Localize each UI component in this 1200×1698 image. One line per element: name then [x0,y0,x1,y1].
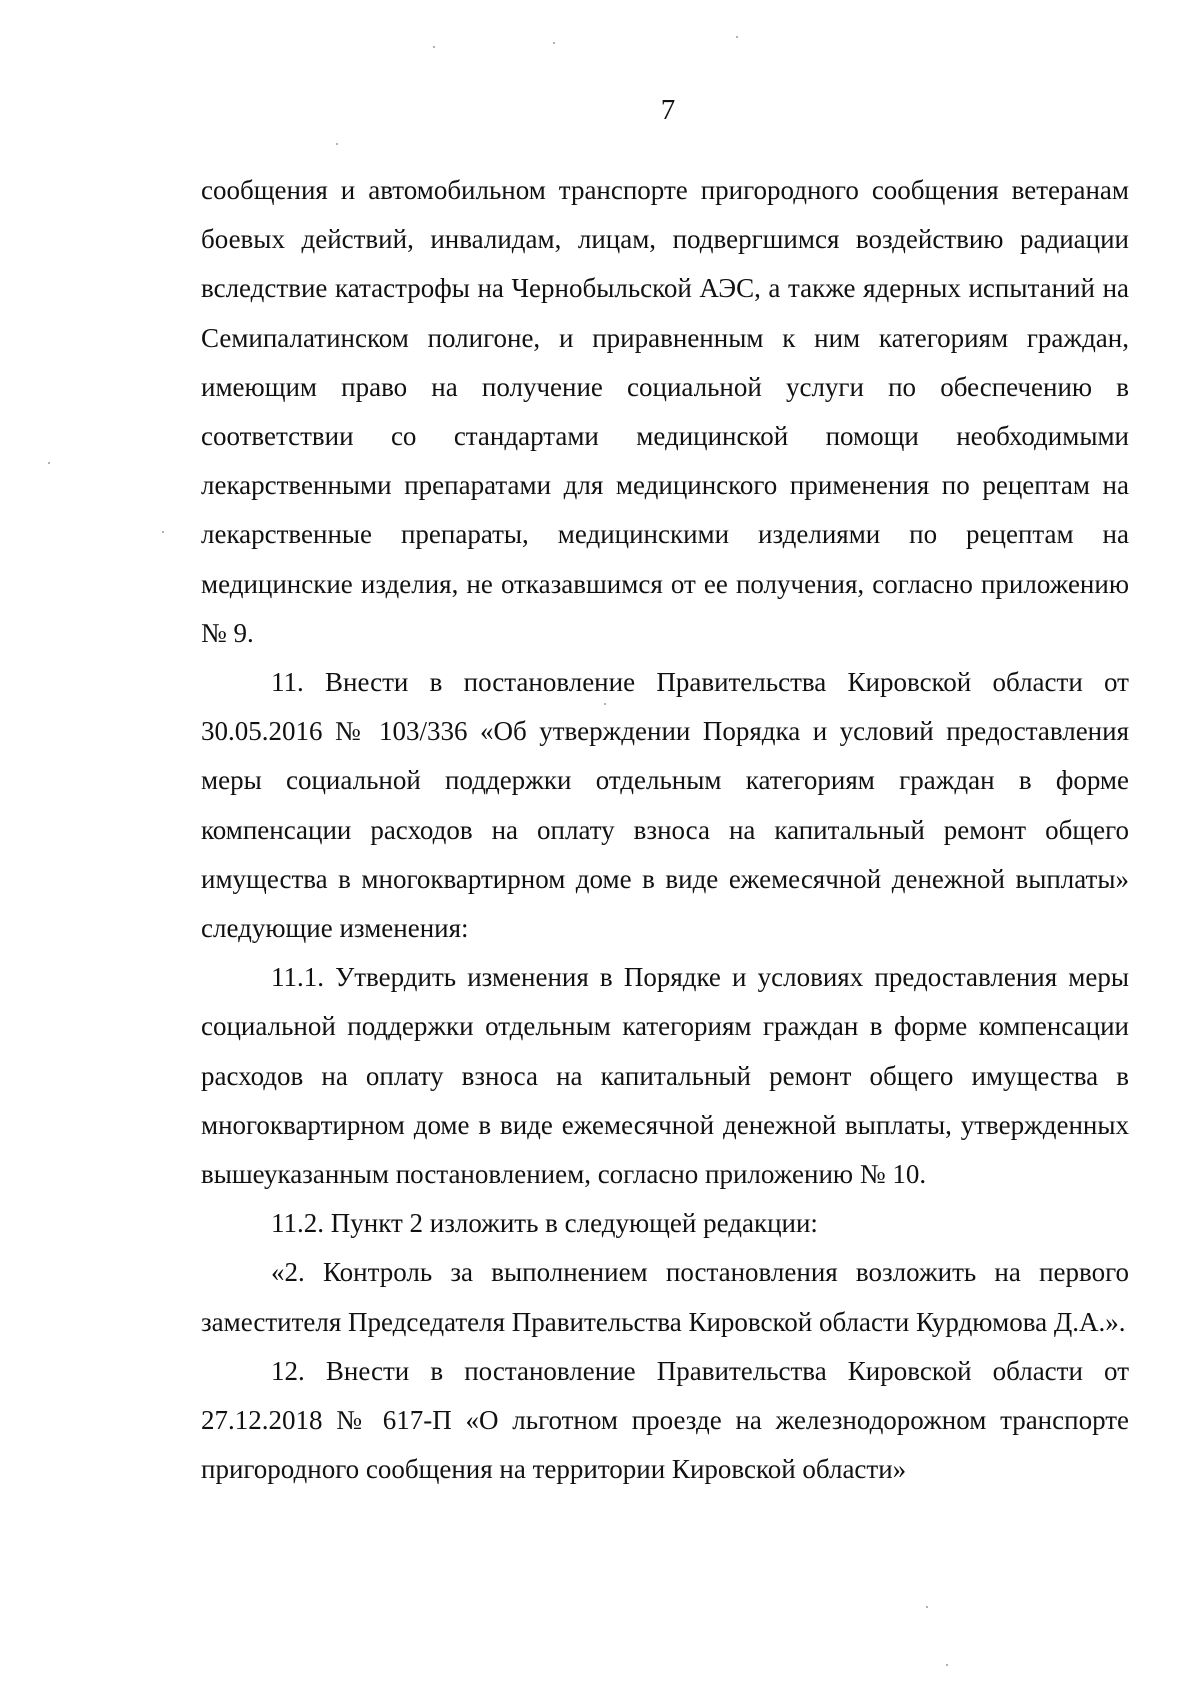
paragraph-quoted-point-2: «2. Контроль за выполнением постановления возложить на первого заместителя Председателя Правительства Кировской области Курдюмова Д.А.». [201,1257,1129,1337]
paragraph-item-11: 11. Внести в постановление Правительства Кировской области от 30.05.2016 № 103/336 «Об утверждении Порядка и условий предоставления меры социальной поддержки отдельным категориям граждан в форме компенсации расходов на оплату взноса на капитальный ремонт общего имущества в многоквартирном доме в виде ежемесячной денежной выплаты» следующие изменения: [201,667,1129,944]
scan-speck [48,462,50,464]
scan-speck [946,1664,948,1666]
paragraph-continuation: сообщения и автомобильном транспорте пригородного сообщения ветеранам боевых действий, инвалидам, лицам, подвергшимся воздействию радиации вследствие катастрофы на Чернобыльской АЭС, а также ядерных испытаний на Семипалатинском полигоне, и приравненным к ним категориям граждан, имеющим право на получение социальной услуги по обеспечению в соответствии со стандартами медицинской помощи необходимыми лекарственными препаратами для медицинского применения по рецептам на лекарственные препараты, медицинскими изделиями по рецептам на медицинские изделия, не отказавшимся от ее получения, согласно приложению № 9. [201,175,1129,648]
scan-speck [736,36,738,38]
page-number: 7 [660,94,676,126]
document-body [201,166,1129,1494]
paragraph-item-11-2: 11.2. Пункт 2 изложить в следующей редакции: [271,1208,818,1239]
paragraph-item-11-1: 11.1. Утвердить изменения в Порядке и условиях предоставления меры социальной поддержки отдельным категориям граждан в форме компенсации расходов на оплату взноса на капитальный ремонт общего имущества в многоквартирном доме в виде ежемесячной денежной выплаты, утвержденных вышеуказанным постановлением, согласно приложению № 10. [201,962,1129,1190]
scan-speck [162,531,164,533]
scan-speck [926,1606,928,1608]
paragraph-item-12: 12. Внести в постановление Правительства Кировской области от 27.12.2018 № 617-П «О льготном проезде на железнодорожном транспорте пригородного сообщения на территории Кировской области» [201,1355,1129,1485]
scan-speck [336,143,338,145]
scan-speck [604,703,606,705]
scan-speck [553,42,555,44]
scan-speck [433,46,435,48]
